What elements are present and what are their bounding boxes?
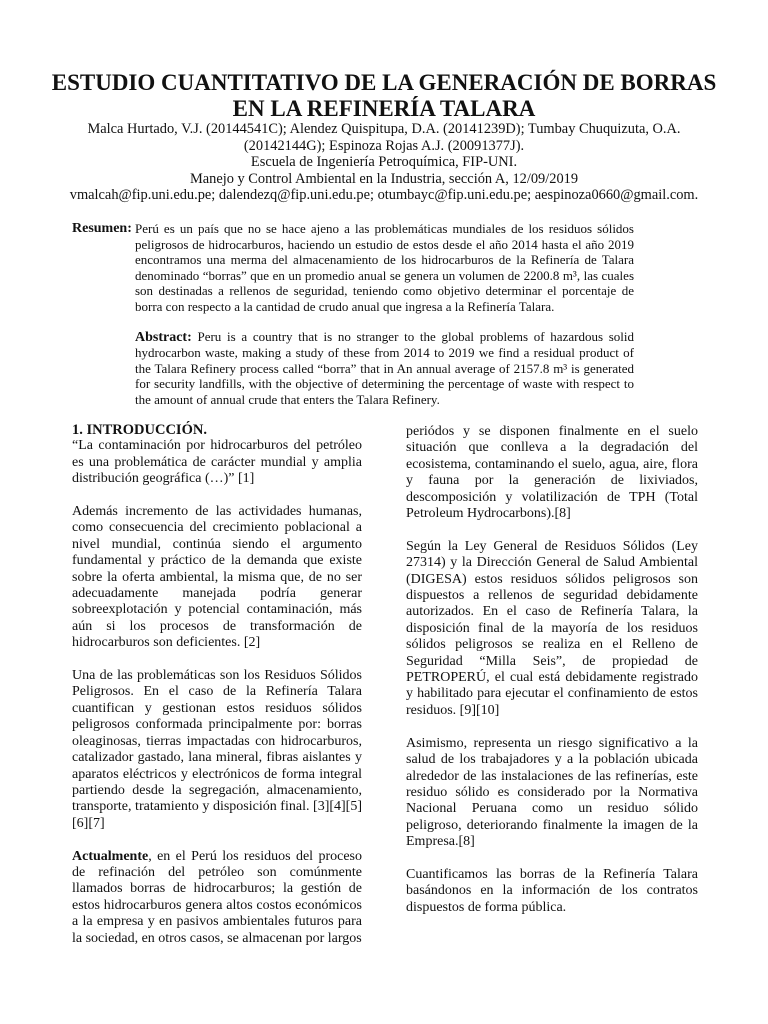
abstract-block — [72, 221, 634, 408]
author-emails: vmalcah@fip.uni.edu.pe; dalendezq@fip.uni.edu.pe; otumbayc@fip.uni.edu.pe; aespinoza0660@gmail.com. — [69, 187, 699, 204]
authors-line-2: (20142144G); Espinoza Rojas A.J. (20091377J). — [243, 137, 525, 154]
section-heading-introduccion: 1. INTRODUCCIÓN. — [72, 422, 207, 438]
resumen-text: Perú es un país que no se hace ajeno a las problemáticas mundiales de los residuos sólidos peligrosos de hidrocarburos, haciendo un estudio de estos desde el año 2014 hasta el año 2019 encontramos una merma del almacenamiento de los hidrocarburos de la Refinería de Talara denominado “borras” que en un promedio anual se genera un volumen de 2200.8 m³, las cuales son destinadas a rellenos de seguridad, teniendo como objetivo determinar el porcentaje de borra con respecto a la cantidad de crudo anual que ingresa a la Refinería Talara. — [135, 221, 634, 314]
paragraph-text: , en el Perú los residuos del proceso de refinación del petróleo son comúnmente llamados borras de hidrocarburos; la gestión de estos hidrocarburos genera altos costos económicos a la empresa y en pasivos ambientales futuros para la sociedad, en otros casos, se almacenan por largos — [72, 848, 362, 946]
abstract-paragraph — [72, 329, 634, 408]
body-paragraph: Cuantificamos las borras de la Refinería Talara basándonos en la información de los contratos dispuestos de forma pública. — [406, 866, 698, 915]
course-info: Manejo y Control Ambiental en la Industria, sección A, 12/09/2019 — [189, 170, 579, 187]
body-paragraph: Además incremento de las actividades humanas, como consecuencia del crecimiento poblacional a nivel mundial, continúa siendo el argumento fundamental y práctico de la demanda que existe sobre la oferta ambiental, la misma que, de no ser adecuadamente manejada podría generar sobreexplotación y potencial contaminación, más aún si los procesos de transformación de hidrocarburos son deficientes. [2] — [72, 504, 362, 651]
body-paragraph: Asimismo, representa un riesgo significativo a la salud de los trabajadores y a la población ubicada alrededor de las instalaciones de las refinerías, este residuo sólido es considerado por la Normativa Nacional Peruana como un residuo sólido peligroso, deteriorando finalmente la imagen de la Empresa.[8] — [406, 735, 698, 850]
abstract-text: Peru is a country that is no stranger to the global problems of hazardous solid hydrocarbon waste, making a study of these from 2014 to 2019 we find a residual product of the Talara Refinery process called “borra” that in An annual average of 2157.8 m³ is generated for security landfills, with the objective of determining the percentage of waste with respect to the amount of annual crude that enters the Talara Refinery. — [135, 328, 634, 407]
right-column — [406, 424, 698, 933]
body-paragraph: Una de las problemáticas son los Residuos Sólidos Peligrosos. En el caso de la Refinería Talara cuantifican y gestionan estos residuos sólidos peligrosos conformada principalmente por: borras oleaginosas, tierras impactadas con hidrocarburos, catalizador gastado, lana mineral, fibras aislantes y aparatos eléctricos y electrónicos de forma integral partiendo desde la segregación, almacenamiento, transporte, tratamiento y disposición final. [3][4][5][6][7] — [72, 668, 362, 831]
abstract-label: Abstract: — [135, 329, 192, 345]
authors-line-1: Malca Hurtado, V.J. (20144541C); Alendez Quispitupa, D.A. (20141239D); Tumbay Chuquizuta, O.A. — [87, 121, 681, 137]
affiliation: Escuela de Ingeniería Petroquímica, FIP-UNI. — [250, 154, 518, 171]
body-paragraph — [72, 849, 362, 947]
resumen-label: Resumen: — [72, 221, 132, 236]
author-block — [60, 121, 708, 204]
resumen-paragraph — [72, 221, 634, 315]
body-paragraph: “La contaminación por hidrocarburos del petróleo es una problemática de carácter mundial y amplia distribución geográfica (…)” [1] — [72, 438, 362, 487]
left-column — [72, 422, 362, 963]
body-paragraph: periódos y se disponen finalmente en el suelo situación que conlleva a la degradación del ecosistema, contaminando el suelo, agua, aire, flora y fauna por la generación de lixiviados, descomposición y volatilización de TPH (Total Petroleum Hydrocarbons).[8] — [406, 424, 698, 522]
paper-title: ESTUDIO CUANTITATIVO DE LA GENERACIÓN DE BORRAS EN LA REFINERÍA TALARA — [51, 70, 717, 121]
bold-lead-word: Actualmente — [72, 848, 149, 864]
body-paragraph: Según la Ley General de Residuos Sólidos (Ley 27314) y la Dirección General de Salud Ambiental (DIGESA) estos residuos sólidos peligrosos son dispuestos a rellenos de seguridad debidamente autorizados. En el caso de Refinería Talara, la disposición final de la mayoría de los residuos sólidos peligrosos se realiza en el Relleno de Seguridad “Milla Seis”, de propiedad de PETROPERÚ, el cual está debidamente registrado y habilitado para ejecutar el confinamiento de estos residuos. [9][10] — [406, 538, 698, 718]
